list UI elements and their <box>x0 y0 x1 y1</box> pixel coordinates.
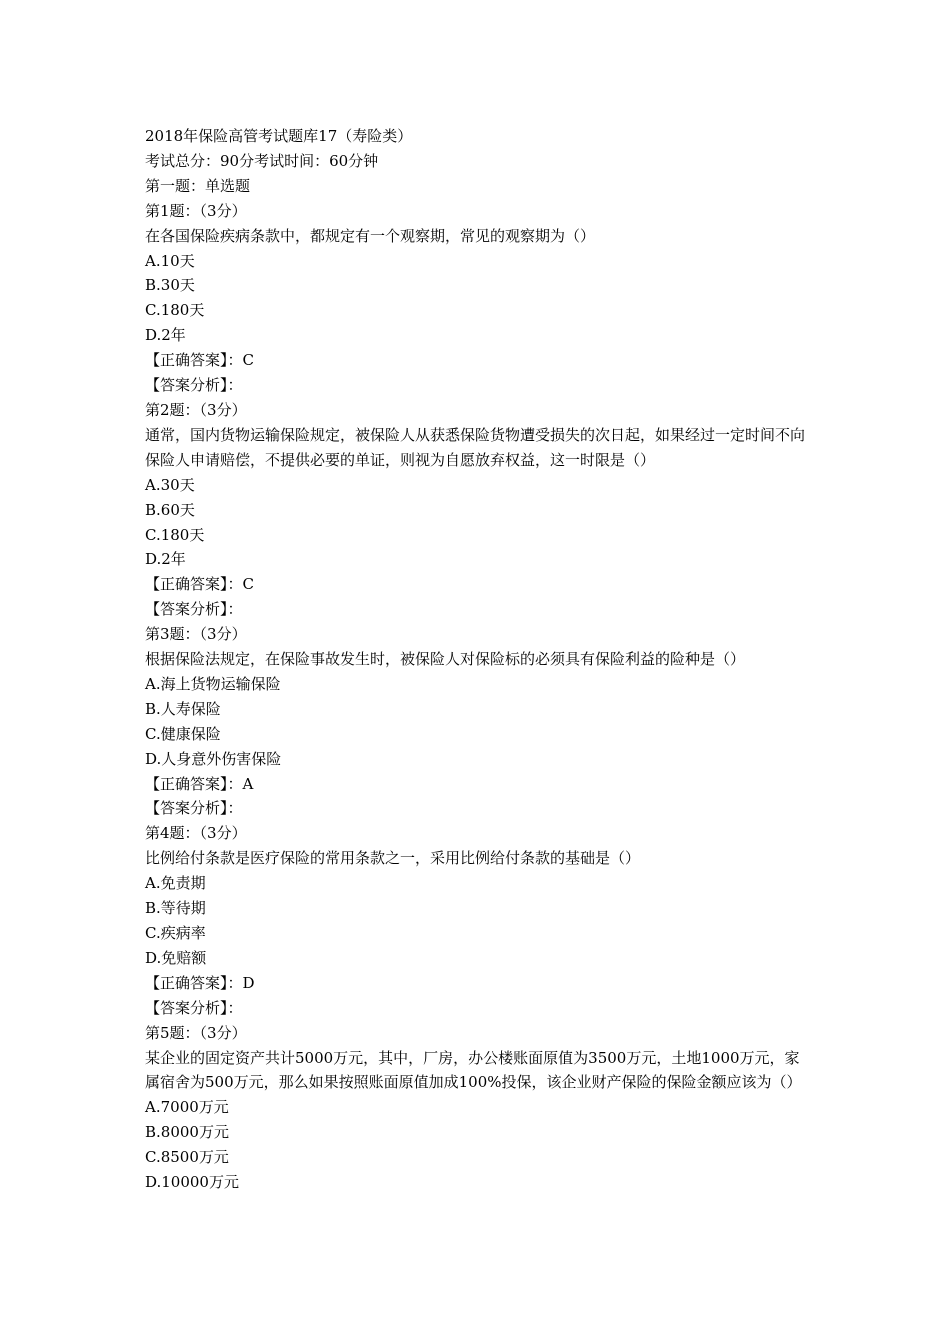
answer-analysis: 【答案分析】： <box>145 998 243 1017</box>
option-a: A.10天 <box>145 251 195 270</box>
question-text: 通常，国内货物运输保险规定，被保险人从获悉保险货物遭受损失的次日起，如果经过一定时间不向保险人申请赔偿，不提供必要的单证，则视为自愿放弃权益，这一时限是（） <box>145 425 806 469</box>
question-text: 在各国保险疾病条款中，都规定有一个观察期，常见的观察期为（） <box>145 226 596 245</box>
document-title: 2018年保险高管考试题库17（寿险类） <box>145 127 413 145</box>
option-c: C.疾病率 <box>145 924 206 942</box>
correct-answer: 【正确答案】：C <box>145 575 254 594</box>
option-c: C.180天 <box>145 525 205 544</box>
answer-analysis: 【答案分析】： <box>145 376 243 395</box>
option-d: D.2年 <box>145 326 186 345</box>
question-header: 第2题：（3分） <box>145 400 247 419</box>
correct-answer: 【正确答案】：C <box>145 351 254 370</box>
question-5 <box>145 1021 810 1195</box>
option-d: D.2年 <box>145 550 186 569</box>
option-a: A.30天 <box>145 475 195 494</box>
question-text: 某企业的固定资产共计5000万元，其中，厂房，办公楼账面原值为3500万元，土地1000万元，家属宿舍为500万元，那么如果按照账面原值加成100%投保，该企业财产保险的保险金额应该为（） <box>145 1048 802 1092</box>
question-text: 比例给付条款是医疗保险的常用条款之一，采用比例给付条款的基础是（） <box>145 849 641 868</box>
option-c: C.8500万元 <box>145 1148 229 1167</box>
option-b: B.60天 <box>145 500 195 519</box>
option-c: C.健康保险 <box>145 724 221 743</box>
question-header: 第4题：（3分） <box>145 824 247 843</box>
option-a: A.7000万元 <box>145 1098 229 1117</box>
section-heading: 第一题：单选题 <box>145 176 251 195</box>
question-3 <box>145 622 810 821</box>
correct-answer: 【正确答案】：D <box>145 973 255 992</box>
option-d: D.免赔额 <box>145 948 207 967</box>
answer-analysis: 【答案分析】： <box>145 799 243 818</box>
option-c: C.180天 <box>145 301 205 320</box>
question-1 <box>145 199 810 398</box>
answer-analysis: 【答案分析】： <box>145 600 243 619</box>
option-b: B.8000万元 <box>145 1123 229 1142</box>
option-b: B.30天 <box>145 276 195 295</box>
document-page <box>145 124 810 1195</box>
question-text: 根据保险法规定，在保险事故发生时，被保险人对保险标的必须具有保险利益的险种是（） <box>145 650 746 669</box>
correct-answer: 【正确答案】：A <box>145 774 254 793</box>
question-2 <box>145 398 810 622</box>
option-b: B.等待期 <box>145 899 206 918</box>
option-d: D.10000万元 <box>145 1173 239 1192</box>
option-b: B.人寿保险 <box>145 699 221 718</box>
option-a: A.免责期 <box>145 874 206 893</box>
option-d: D.人身意外伤害保险 <box>145 749 282 768</box>
question-header: 第3题：（3分） <box>145 625 247 644</box>
option-a: A.海上货物运输保险 <box>145 674 281 693</box>
question-4 <box>145 821 810 1020</box>
question-header: 第1题：（3分） <box>145 201 247 220</box>
question-header: 第5题：（3分） <box>145 1023 247 1042</box>
exam-info: 考试总分：90分考试时间：60分钟 <box>145 151 379 170</box>
